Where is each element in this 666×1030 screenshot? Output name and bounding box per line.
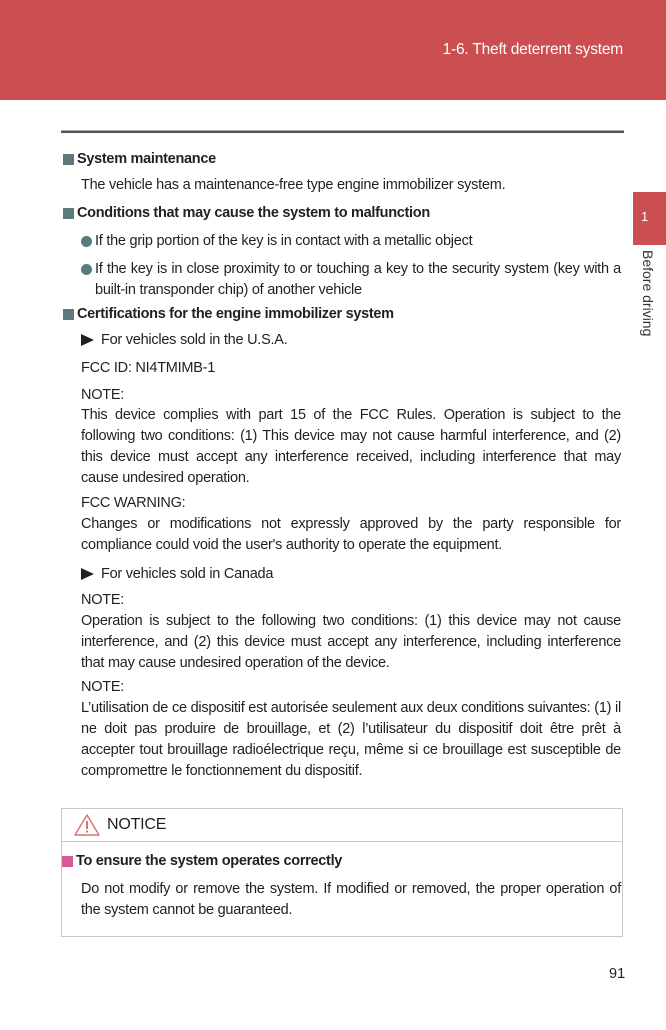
circle-bullet-icon [81, 264, 92, 275]
chapter-label: Before driving [640, 250, 656, 337]
circle-bullet-icon [81, 236, 92, 247]
note-label: NOTE: [81, 592, 125, 608]
notice-heading: To ensure the system operates correctly [62, 853, 342, 869]
fcc-warning-text: Changes or modifications not expressly approved by the party responsible for compliance could void the user's authority to operate the equipment. [81, 516, 621, 553]
list-item: If the grip portion of the key is in contact with a metallic object [81, 231, 621, 252]
usa-subheading: For vehicles sold in the U.S.A. [81, 332, 287, 348]
fcc-id: FCC ID: NI4TMIMB-1 [81, 360, 216, 376]
square-bullet-icon [63, 309, 74, 320]
note-label: NOTE: [81, 387, 125, 403]
page-number: 91 [609, 966, 626, 982]
header-band [0, 0, 666, 100]
warning-triangle-icon [74, 814, 100, 836]
chapter-number: 1 [641, 209, 649, 224]
notice-title: NOTICE [107, 816, 167, 833]
note-text-canada-fr: L’utilisation de ce dispositif est autorisée seulement aux deux conditions suivantes: (1) il ne doit pas produire de brouillage, et (2) l’utilisateur du dispositif doit être prêt à accepter tout brouillage radioélectrique reçu, même si ce brouillage est susceptible de compromettre le fonctionnement du dispositif. [81, 700, 621, 779]
notice-body: Do not modify or remove the system. If modified or removed, the proper operation of the system cannot be guaranteed. [81, 881, 621, 918]
square-bullet-icon [63, 154, 74, 165]
fcc-warning-label: FCC WARNING: [81, 495, 186, 511]
note-text-fcc: This device complies with part 15 of the FCC Rules. Operation is subject to the following two conditions: (1) This device may not cause harmful interference, and (2) this device must accept any interference received, including interference that may cause undesired operation. [81, 407, 621, 486]
heading-system-maintenance: System maintenance [63, 151, 216, 167]
list-item: If the key is in close proximity to or touching a key to the security system (key with a built-in transponder chip) of another vehicle [81, 259, 621, 301]
section-title: 1-6. Theft deterrent system [442, 41, 623, 58]
square-bullet-icon [62, 856, 73, 867]
square-bullet-icon [63, 208, 74, 219]
notice-box [61, 808, 623, 937]
heading-certifications: Certifications for the engine immobilizer system [63, 306, 394, 322]
header-divider [61, 130, 624, 133]
note-label: NOTE: [81, 679, 125, 695]
triangle-arrow-icon [81, 334, 94, 346]
note-text-canada-en: Operation is subject to the following two conditions: (1) this device may not cause interference, and (2) this device must accept any interference, including interference that may cause undesired operation of the device. [81, 613, 621, 671]
chapter-tab [633, 192, 666, 245]
triangle-arrow-icon [81, 568, 94, 580]
canada-subheading: For vehicles sold in Canada [81, 566, 273, 582]
maintenance-text: The vehicle has a maintenance-free type engine immobilizer system. [81, 177, 506, 193]
heading-malfunction-conditions: Conditions that may cause the system to malfunction [63, 205, 430, 221]
notice-header [62, 809, 622, 842]
